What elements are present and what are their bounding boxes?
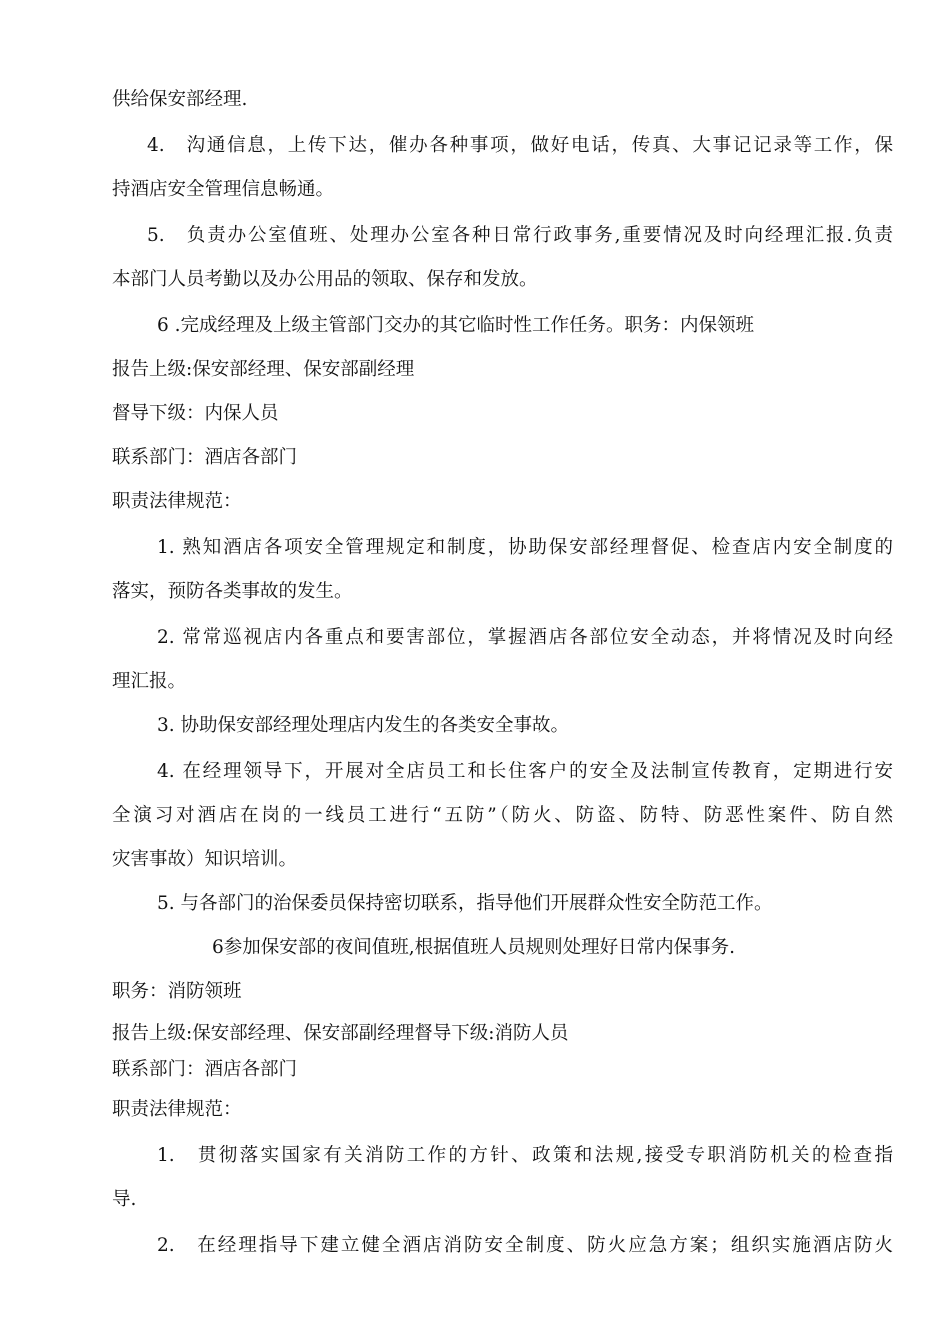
text-line: 联系部门：酒店各部门 xyxy=(112,447,298,468)
text-line: 4. 沟通信息，上传下达，催办各种事项，做好电话，传真、大事记记录等工作，保 xyxy=(147,135,893,156)
text-line: 导. xyxy=(112,1189,137,1210)
text-line: 6 .完成经理及上级主管部门交办的其它临时性工作任务。职务：内保领班 xyxy=(157,315,755,336)
text-line: 6参加保安部的夜间值班,根据值班人员规则处理好日常内保事务. xyxy=(212,937,736,958)
text-line: 职务：消防领班 xyxy=(112,981,242,1002)
text-line: 报告上级:保安部经理、保安部副经理督导下级:消防人员 xyxy=(112,1023,569,1044)
text-line: 5. 负责办公室值班、处理办公室各种日常行政事务,重要情况及时向经理汇报.负责 xyxy=(147,225,893,246)
text-line: 督导下级：内保人员 xyxy=(112,403,279,424)
text-line: 落实，预防各类事故的发生。 xyxy=(112,581,353,602)
text-line: 本部门人员考勤以及办公用品的领取、保存和发放。 xyxy=(112,269,538,290)
text-line: 1. 贯彻落实国家有关消防工作的方针、政策和法规,接受专职消防机关的检查指 xyxy=(157,1145,893,1166)
text-line: 4. 在经理领导下，开展对全店员工和长住客户的安全及法制宣传教育，定期进行安 xyxy=(157,761,893,782)
text-line: 3. 协助保安部经理处理店内发生的各类安全事故。 xyxy=(157,715,570,736)
text-line: 报告上级:保安部经理、保安部副经理 xyxy=(112,359,415,380)
text-line: 供给保安部经理. xyxy=(112,89,248,110)
text-line: 职责法律规范： xyxy=(112,491,242,512)
text-line: 全演习对酒店在岗的一线员工进行“五防”（防火、防盗、防特、防恶性案件、防自然 xyxy=(112,805,893,826)
text-line: 理汇报。 xyxy=(112,671,187,692)
text-line: 1. 熟知酒店各项安全管理规定和制度，协助保安部经理督促、检查店内安全制度的 xyxy=(157,537,893,558)
text-line: 5. 与各部门的治保委员保持密切联系，指导他们开展群众性安全防范工作。 xyxy=(157,893,773,914)
text-line: 联系部门：酒店各部门 xyxy=(112,1059,298,1080)
text-line: 职责法律规范： xyxy=(112,1099,242,1120)
text-line: 2. 常常巡视店内各重点和要害部位，掌握酒店各部位安全动态，并将情况及时向经 xyxy=(157,627,893,648)
text-line: 持酒店安全管理信息畅通。 xyxy=(112,179,335,200)
text-line: 灾害事故）知识培训。 xyxy=(112,849,298,870)
text-line: 2. 在经理指导下建立健全酒店消防安全制度、防火应急方案；组织实施酒店防火 xyxy=(157,1235,893,1256)
